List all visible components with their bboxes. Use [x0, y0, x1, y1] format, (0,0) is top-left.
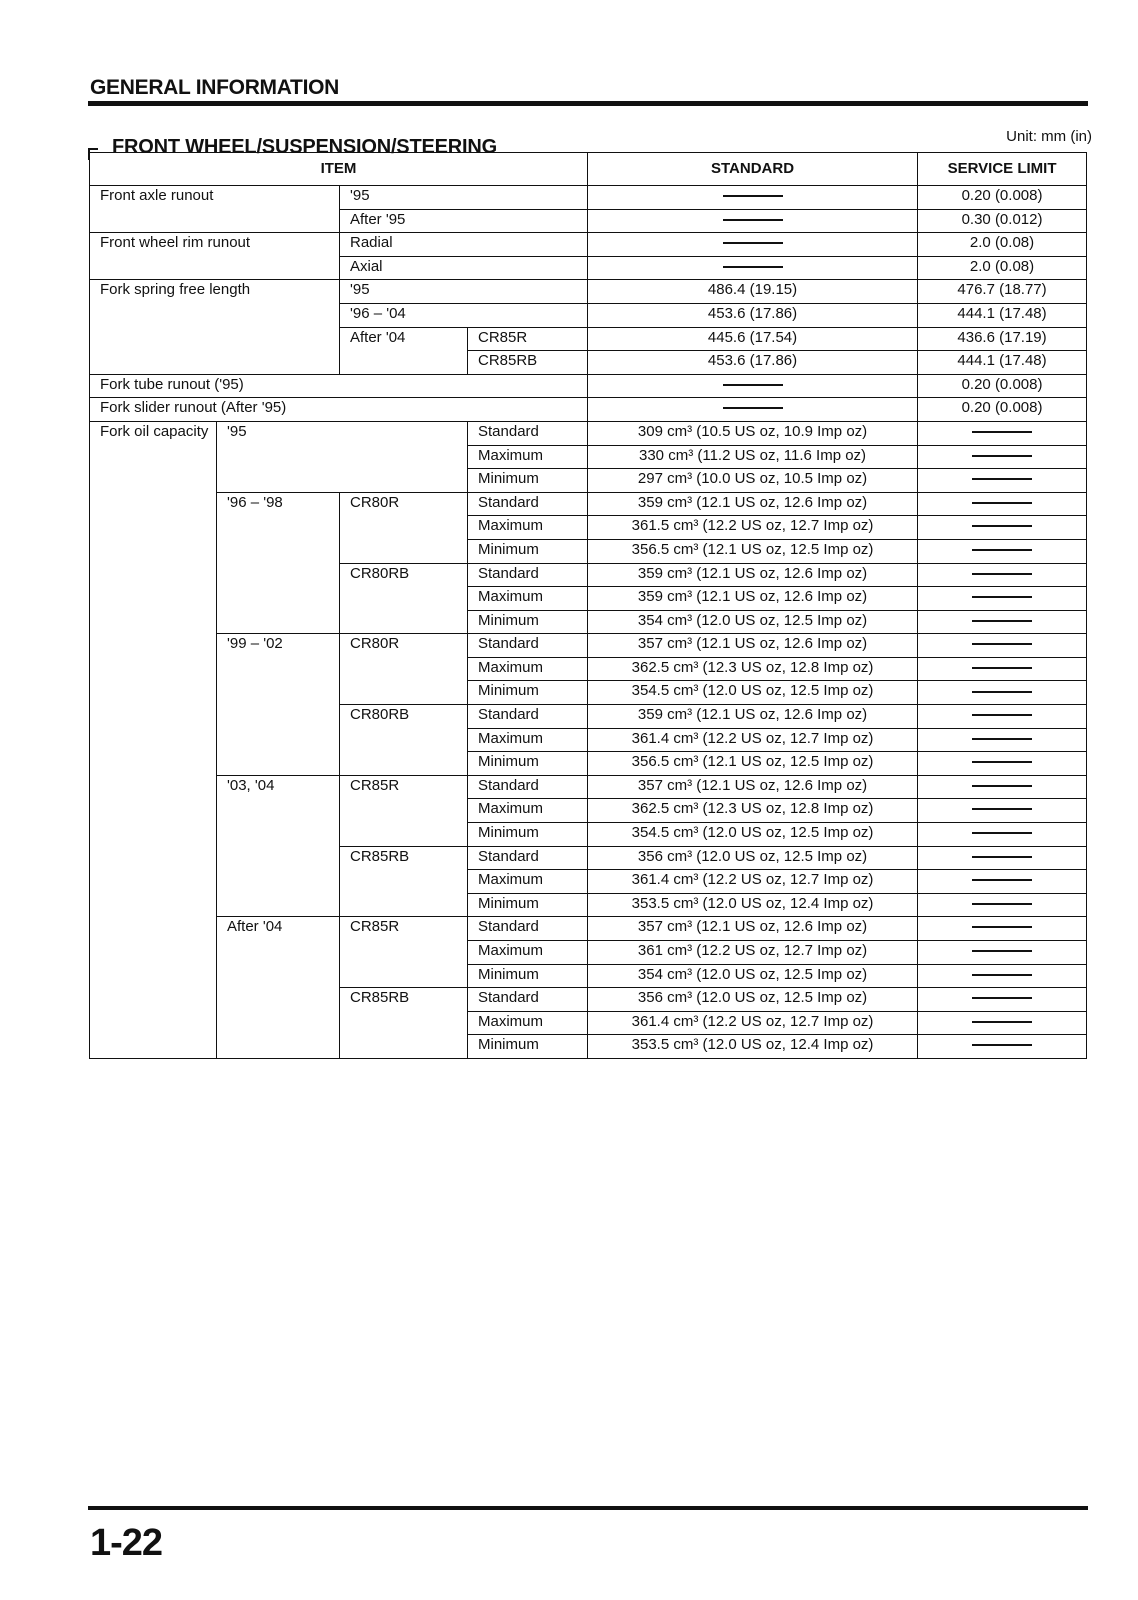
table-row	[90, 186, 1087, 210]
model-cell: CR85R	[340, 917, 468, 988]
level-cell: Maximum	[468, 657, 588, 681]
level-cell: Minimum	[468, 893, 588, 917]
limit-cell	[918, 492, 1087, 516]
limit-cell	[918, 799, 1087, 823]
table-row	[90, 233, 1087, 257]
dash-mark	[972, 691, 1032, 693]
limit-cell	[918, 823, 1087, 847]
table-row	[90, 398, 1087, 422]
standard-cell: 362.5 cm³ (12.3 US oz, 12.8 Imp oz)	[588, 657, 918, 681]
model-cell: CR85R	[340, 775, 468, 846]
year-cell: '95	[217, 421, 468, 492]
dash-mark	[972, 926, 1032, 928]
limit-cell	[918, 610, 1087, 634]
standard-cell: 354 cm³ (12.0 US oz, 12.5 Imp oz)	[588, 964, 918, 988]
page-number: 1-22	[90, 1522, 163, 1564]
limit-cell	[918, 539, 1087, 563]
limit-cell	[918, 775, 1087, 799]
limit-cell: 0.30 (0.012)	[918, 209, 1087, 233]
limit-cell	[918, 964, 1087, 988]
standard-cell: 297 cm³ (10.0 US oz, 10.5 Imp oz)	[588, 469, 918, 493]
row-label: Fork slider runout (After '95)	[90, 398, 588, 422]
row-sub: '95	[340, 280, 588, 304]
standard-cell: 361.4 cm³ (12.2 US oz, 12.7 Imp oz)	[588, 728, 918, 752]
standard-cell: 359 cm³ (12.1 US oz, 12.6 Imp oz)	[588, 587, 918, 611]
row-sub: After '04	[340, 327, 468, 374]
row-label: Fork tube runout ('95)	[90, 374, 588, 398]
limit-cell	[918, 1011, 1087, 1035]
limit-cell	[918, 445, 1087, 469]
standard-cell: 354 cm³ (12.0 US oz, 12.5 Imp oz)	[588, 610, 918, 634]
model-cell: CR80R	[340, 492, 468, 563]
level-cell: Standard	[468, 705, 588, 729]
limit-cell: 444.1 (17.48)	[918, 303, 1087, 327]
level-cell: Minimum	[468, 964, 588, 988]
limit-cell	[918, 1035, 1087, 1059]
standard-cell: 361.4 cm³ (12.2 US oz, 12.7 Imp oz)	[588, 870, 918, 894]
standard-cell	[588, 186, 918, 210]
limit-cell	[918, 469, 1087, 493]
table-row	[90, 492, 1087, 516]
standard-cell: 486.4 (19.15)	[588, 280, 918, 304]
dash-mark	[972, 643, 1032, 645]
standard-cell: 353.5 cm³ (12.0 US oz, 12.4 Imp oz)	[588, 893, 918, 917]
table-row	[90, 421, 1087, 445]
standard-cell: 445.6 (17.54)	[588, 327, 918, 351]
level-cell: Maximum	[468, 799, 588, 823]
level-cell: Minimum	[468, 1035, 588, 1059]
standard-cell	[588, 209, 918, 233]
row-label: Fork spring free length	[90, 280, 340, 374]
model-cell: CR80RB	[340, 705, 468, 776]
dash-mark	[972, 761, 1032, 763]
standard-cell	[588, 398, 918, 422]
section-title: FRONT WHEEL/SUSPENSION/STEERING	[112, 136, 497, 158]
level-cell: Standard	[468, 634, 588, 658]
dash-mark	[972, 1044, 1032, 1046]
limit-cell: 0.20 (0.008)	[918, 186, 1087, 210]
level-cell: Minimum	[468, 610, 588, 634]
standard-cell: 361.4 cm³ (12.2 US oz, 12.7 Imp oz)	[588, 1011, 918, 1035]
limit-cell	[918, 846, 1087, 870]
dash-mark	[972, 502, 1032, 504]
row-label: Front axle runout	[90, 186, 340, 233]
limit-cell	[918, 941, 1087, 965]
dash-mark	[723, 266, 783, 268]
dash-mark	[972, 431, 1032, 433]
table-header-row	[90, 153, 1087, 186]
level-cell: Standard	[468, 492, 588, 516]
standard-cell: 453.6 (17.86)	[588, 351, 918, 375]
dash-mark	[972, 455, 1032, 457]
row-sub: Axial	[340, 256, 588, 280]
spec-table	[89, 152, 1087, 1059]
limit-cell	[918, 917, 1087, 941]
dash-mark	[972, 832, 1032, 834]
unit-label: Unit: mm (in)	[1006, 128, 1092, 145]
standard-cell: 354.5 cm³ (12.0 US oz, 12.5 Imp oz)	[588, 823, 918, 847]
row-label: Fork oil capacity	[90, 421, 217, 1058]
level-cell: Maximum	[468, 870, 588, 894]
table-row	[90, 634, 1087, 658]
limit-cell	[918, 516, 1087, 540]
year-cell: '96 – '98	[217, 492, 340, 634]
year-cell: '99 – '02	[217, 634, 340, 776]
limit-cell: 0.20 (0.008)	[918, 374, 1087, 398]
standard-cell: 357 cm³ (12.1 US oz, 12.6 Imp oz)	[588, 917, 918, 941]
standard-cell: 309 cm³ (10.5 US oz, 10.9 Imp oz)	[588, 421, 918, 445]
table-row	[90, 917, 1087, 941]
limit-cell	[918, 634, 1087, 658]
limit-cell	[918, 752, 1087, 776]
limit-cell	[918, 728, 1087, 752]
level-cell: Minimum	[468, 539, 588, 563]
limit-cell	[918, 681, 1087, 705]
standard-cell: 453.6 (17.86)	[588, 303, 918, 327]
table-row	[90, 374, 1087, 398]
model-cell: CR85RB	[340, 988, 468, 1059]
year-cell: After '04	[217, 917, 340, 1059]
year-cell: '03, '04	[217, 775, 340, 917]
standard-cell: 359 cm³ (12.1 US oz, 12.6 Imp oz)	[588, 492, 918, 516]
level-cell: Standard	[468, 846, 588, 870]
dash-mark	[972, 596, 1032, 598]
level-cell: Standard	[468, 775, 588, 799]
standard-cell: 362.5 cm³ (12.3 US oz, 12.8 Imp oz)	[588, 799, 918, 823]
standard-cell: 357 cm³ (12.1 US oz, 12.6 Imp oz)	[588, 634, 918, 658]
standard-cell: 361 cm³ (12.2 US oz, 12.7 Imp oz)	[588, 941, 918, 965]
standard-cell	[588, 374, 918, 398]
level-cell: Maximum	[468, 728, 588, 752]
level-cell: Minimum	[468, 752, 588, 776]
dash-mark	[972, 714, 1032, 716]
dash-mark	[972, 478, 1032, 480]
limit-cell	[918, 988, 1087, 1012]
row-sub: After '95	[340, 209, 588, 233]
row-sub: '96 – '04	[340, 303, 588, 327]
model-cell: CR85RB	[468, 351, 588, 375]
limit-cell	[918, 587, 1087, 611]
model-cell: CR80R	[340, 634, 468, 705]
model-cell: CR85RB	[340, 846, 468, 917]
dash-mark	[972, 879, 1032, 881]
level-cell: Minimum	[468, 469, 588, 493]
level-cell: Standard	[468, 988, 588, 1012]
header-item: ITEM	[90, 153, 588, 186]
dash-mark	[972, 974, 1032, 976]
standard-cell	[588, 233, 918, 257]
standard-cell: 359 cm³ (12.1 US oz, 12.6 Imp oz)	[588, 705, 918, 729]
dash-mark	[972, 856, 1032, 858]
limit-cell: 444.1 (17.48)	[918, 351, 1087, 375]
table-row	[90, 775, 1087, 799]
limit-cell: 2.0 (0.08)	[918, 256, 1087, 280]
dash-mark	[723, 219, 783, 221]
header-standard: STANDARD	[588, 153, 918, 186]
standard-cell: 356 cm³ (12.0 US oz, 12.5 Imp oz)	[588, 846, 918, 870]
standard-cell: 356 cm³ (12.0 US oz, 12.5 Imp oz)	[588, 988, 918, 1012]
dash-mark	[972, 903, 1032, 905]
level-cell: Minimum	[468, 681, 588, 705]
limit-cell	[918, 893, 1087, 917]
dash-mark	[972, 620, 1032, 622]
level-cell: Maximum	[468, 941, 588, 965]
row-label: Front wheel rim runout	[90, 233, 340, 280]
standard-cell: 357 cm³ (12.1 US oz, 12.6 Imp oz)	[588, 775, 918, 799]
level-cell: Standard	[468, 917, 588, 941]
standard-cell: 356.5 cm³ (12.1 US oz, 12.5 Imp oz)	[588, 752, 918, 776]
limit-cell	[918, 563, 1087, 587]
dash-mark	[972, 573, 1032, 575]
standard-cell: 359 cm³ (12.1 US oz, 12.6 Imp oz)	[588, 563, 918, 587]
dash-mark	[972, 667, 1032, 669]
dash-mark	[972, 785, 1032, 787]
dash-mark	[972, 1021, 1032, 1023]
level-cell: Maximum	[468, 587, 588, 611]
limit-cell	[918, 421, 1087, 445]
dash-mark	[723, 242, 783, 244]
page-header-title: GENERAL INFORMATION	[90, 76, 340, 99]
standard-cell	[588, 256, 918, 280]
standard-cell: 354.5 cm³ (12.0 US oz, 12.5 Imp oz)	[588, 681, 918, 705]
standard-cell: 353.5 cm³ (12.0 US oz, 12.4 Imp oz)	[588, 1035, 918, 1059]
header-service-limit: SERVICE LIMIT	[918, 153, 1087, 186]
dash-mark	[972, 950, 1032, 952]
limit-cell: 436.6 (17.19)	[918, 327, 1087, 351]
standard-cell: 361.5 cm³ (12.2 US oz, 12.7 Imp oz)	[588, 516, 918, 540]
standard-cell: 356.5 cm³ (12.1 US oz, 12.5 Imp oz)	[588, 539, 918, 563]
footer-rule	[88, 1506, 1088, 1510]
table-row	[90, 280, 1087, 304]
limit-cell	[918, 705, 1087, 729]
level-cell: Maximum	[468, 445, 588, 469]
dash-mark	[972, 549, 1032, 551]
dash-mark	[972, 997, 1032, 999]
level-cell: Standard	[468, 421, 588, 445]
level-cell: Maximum	[468, 1011, 588, 1035]
model-cell: CR80RB	[340, 563, 468, 634]
limit-cell: 2.0 (0.08)	[918, 233, 1087, 257]
dash-mark	[723, 407, 783, 409]
row-sub: '95	[340, 186, 588, 210]
dash-mark	[972, 738, 1032, 740]
row-sub: Radial	[340, 233, 588, 257]
level-cell: Minimum	[468, 823, 588, 847]
level-cell: Maximum	[468, 516, 588, 540]
limit-cell: 0.20 (0.008)	[918, 398, 1087, 422]
model-cell: CR85R	[468, 327, 588, 351]
dash-mark	[723, 195, 783, 197]
dash-mark	[972, 808, 1032, 810]
standard-cell: 330 cm³ (11.2 US oz, 11.6 Imp oz)	[588, 445, 918, 469]
level-cell: Standard	[468, 563, 588, 587]
dash-mark	[723, 384, 783, 386]
limit-cell	[918, 657, 1087, 681]
dash-mark	[972, 525, 1032, 527]
header-rule	[88, 101, 1088, 106]
limit-cell	[918, 870, 1087, 894]
limit-cell: 476.7 (18.77)	[918, 280, 1087, 304]
